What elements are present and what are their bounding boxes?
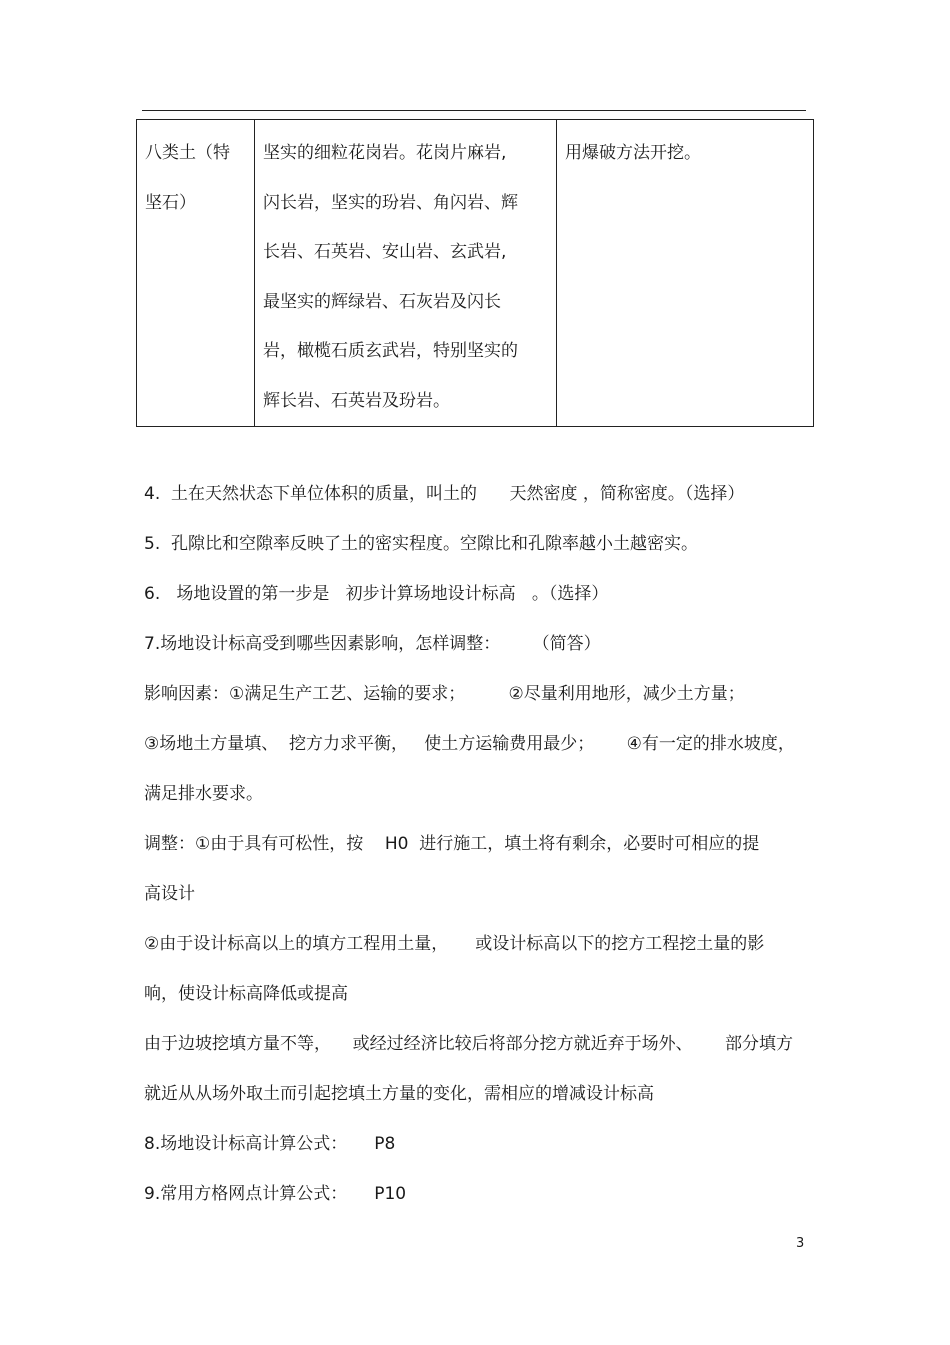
excavation-method-cell [557, 120, 814, 427]
item-6-site-setup: 6. 场地设置的第一步是 初步计算场地设计标高 。（选择） [144, 584, 609, 604]
factors-line-1: 影响因素：①满足生产工艺、运输的要求； ②尽量利用地形，减少土方量； [144, 684, 745, 704]
header-rule [142, 110, 806, 111]
adjust-line-5: 由于边坡挖填方量不等， 或经过经济比较后将部分挖方就近弃于场外、 部分填方 [144, 1034, 794, 1054]
cell-line: 八类土（特 [145, 143, 230, 163]
cell-line: 坚石） [145, 192, 196, 213]
cell-line: 辉长岩、石英岩及玢岩。 [263, 390, 450, 411]
item-9-formula: 9.常用方格网点计算公式： P10 [144, 1184, 407, 1204]
item-4-density: 4. 土在天然状态下单位体积的质量，叫土的 天然密度 ，简称密度。（选择） [144, 484, 745, 504]
cell-line: 用爆破方法开挖。 [565, 143, 701, 163]
cell-line: 长岩、石英岩、安山岩、玄武岩, [263, 242, 507, 262]
adjust-line-2: 高设计 [144, 884, 195, 904]
rock-types-cell [255, 120, 557, 427]
soil-class-cell [137, 120, 255, 427]
item-7-heading: 7.场地设计标高受到哪些因素影响，怎样调整： （简答） [144, 634, 601, 654]
adjust-line-4: 响，使设计标高降低或提高 [144, 984, 348, 1004]
cell-line: 最坚实的辉绿岩、石灰岩及闪长 [263, 291, 501, 312]
cell-line: 岩，橄榄石质玄武岩，特别坚实的 [263, 341, 518, 361]
item-8-formula: 8.场地设计标高计算公式： P8 [144, 1134, 396, 1154]
adjust-line-1: 调整：①由于具有可松性，按 H0 进行施工，填土将有剩余，必要时可相应的提 [144, 834, 760, 854]
soil-classification-table [136, 119, 814, 427]
page-number: 3 [796, 1236, 805, 1251]
factors-line-2: ③场地土方量填、 挖方力求平衡， 使土方运输费用最少； ④有一定的排水坡度， [144, 734, 795, 754]
adjust-line-6: 就近从从场外取土而引起挖填土方量的变化，需相应的增减设计标高 [144, 1084, 654, 1104]
cell-line: 闪长岩，坚实的玢岩、角闪岩、辉 [263, 192, 518, 213]
adjust-line-3: ②由于设计标高以上的填方工程用土量， 或设计标高以下的挖方工程挖土量的影 [144, 934, 765, 954]
factors-line-3: 满足排水要求。 [144, 784, 263, 804]
item-5-void-ratio: 5. 孔隙比和空隙率反映了土的密实程度。空隙比和孔隙率越小土越密实。 [144, 534, 699, 554]
table-row [137, 120, 814, 427]
cell-line: 坚实的细粒花岗岩。花岗片麻岩, [263, 143, 507, 163]
